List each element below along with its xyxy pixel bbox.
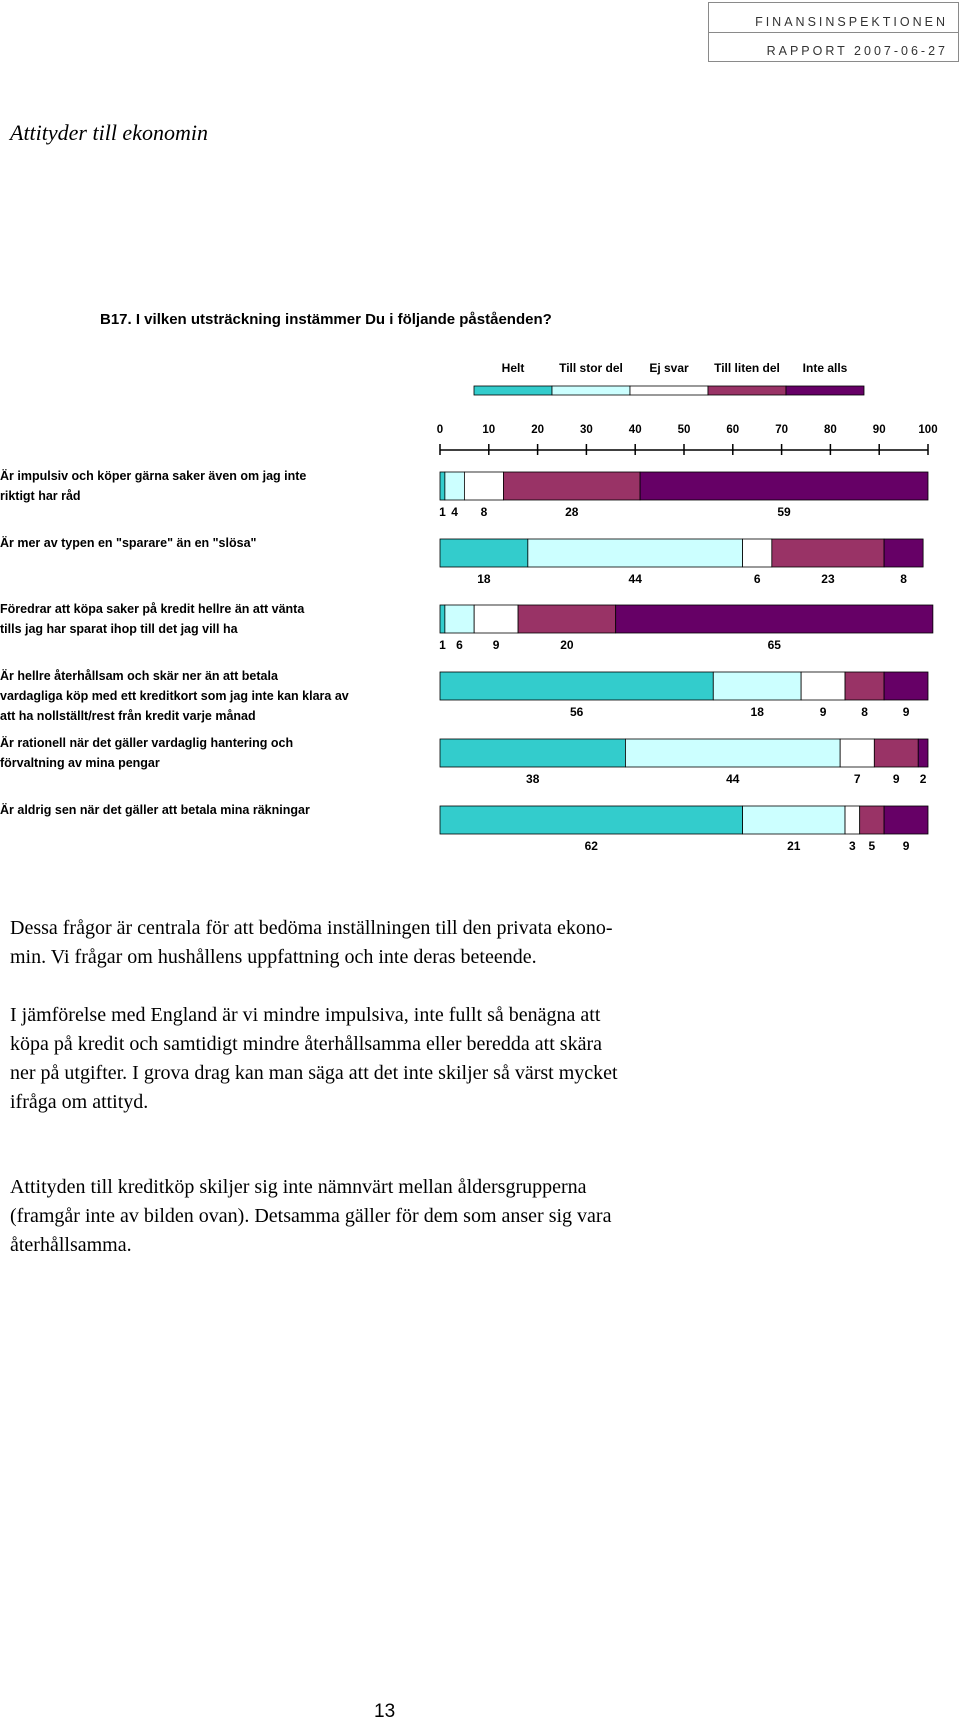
legend-label-1: Till stor del: [559, 361, 623, 375]
header-org: FINANSINSPEKTIONEN: [755, 15, 948, 29]
data-label-row-3-seg-2: 9: [819, 705, 827, 719]
paragraph-1-line-2: min. Vi frågar om hushållens uppfattning och inte deras beteende.: [10, 946, 537, 968]
legend-label-0: Helt: [501, 361, 525, 375]
legend-swatch-0: [474, 386, 552, 395]
header-report-date: RAPPORT 2007-06-27: [766, 44, 948, 58]
bar-row-3-seg-1: [713, 672, 801, 700]
report-header-box: [708, 2, 959, 62]
data-label-row-4-seg-0: 38: [526, 772, 540, 786]
paragraph-1-line-1: Dessa frågor är centrala för att bedöma inställningen till den privata ekono-: [10, 917, 613, 939]
data-label-row-2-seg-2: 9: [492, 638, 500, 652]
row-label-3-line-2: att ha nollställt/rest från kredit varje månad: [0, 709, 256, 723]
data-label-row-3-seg-4: 9: [902, 705, 910, 719]
bar-row-0-seg-3: [503, 472, 640, 500]
data-label-row-2-seg-1: 6: [456, 638, 463, 652]
legend-swatch-4: [786, 386, 864, 395]
data-label-row-2-seg-4: 65: [767, 638, 781, 652]
paragraph-2-line-4: ifråga om attityd.: [10, 1091, 149, 1113]
row-label-3-line-1: vardagliga köp med ett kreditkort som jag inte kan klara av: [0, 689, 349, 703]
data-label-row-4-seg-3: 9: [892, 772, 900, 786]
data-label-row-5-seg-0: 62: [584, 839, 598, 853]
data-label-row-4-seg-4: 2: [919, 772, 927, 786]
data-label-row-3-seg-3: 8: [861, 705, 868, 719]
x-tick-label-5: 50: [677, 424, 691, 436]
legend-swatch-1: [552, 386, 630, 395]
bar-row-1-seg-3: [772, 539, 884, 567]
bar-row-4-seg-2: [840, 739, 874, 767]
data-label-row-2-seg-3: 20: [560, 638, 574, 652]
data-label-row-2-seg-0: 1: [439, 638, 446, 652]
stacked-bar-chart: [0, 300, 960, 860]
bar-row-2-seg-2: [474, 605, 518, 633]
bar-row-1-seg-4: [884, 539, 923, 567]
x-tick-label-8: 80: [824, 424, 837, 436]
bar-row-1-seg-1: [528, 539, 743, 567]
row-label-3-line-0: Är hellre återhållsam och skär ner än att betala: [0, 669, 278, 683]
data-label-row-5-seg-1: 21: [787, 839, 801, 853]
paragraph-3-line-2: (framgår inte av bilden ovan). Detsamma gäller för dem som anser sig vara: [10, 1205, 612, 1227]
legend-swatch-2: [630, 386, 708, 395]
row-label-4-line-0: Är rationell när det gäller vardaglig hantering och: [0, 736, 294, 750]
data-label-row-4-seg-1: 44: [726, 772, 740, 786]
bar-row-2-seg-4: [616, 605, 933, 633]
bar-row-2-seg-3: [518, 605, 616, 633]
paragraph-3-line-3: återhållsamma.: [10, 1234, 132, 1256]
bar-row-3-seg-2: [801, 672, 845, 700]
x-tick-label-9: 90: [872, 424, 886, 436]
bar-row-1-seg-2: [743, 539, 772, 567]
row-label-1-line-0: Är mer av typen en "sparare" än en "slösa": [0, 536, 257, 550]
data-label-row-1-seg-3: 23: [821, 572, 835, 586]
paragraph-3: [10, 1173, 770, 1260]
data-label-row-0-seg-2: 8: [480, 505, 488, 519]
bar-row-5-seg-2: [845, 806, 860, 834]
row-label-2-line-0: Föredrar att köpa saker på kredit hellre än att vänta: [0, 602, 305, 616]
legend-swatch-3: [708, 386, 786, 395]
paragraph-2: [10, 1001, 770, 1117]
data-label-row-1-seg-1: 44: [628, 572, 642, 586]
x-tick-label-4: 40: [628, 424, 642, 436]
data-label-row-0-seg-1: 4: [451, 505, 458, 519]
data-label-row-5-seg-3: 5: [868, 839, 876, 853]
header-divider: [709, 32, 958, 33]
bar-row-4-seg-0: [440, 739, 625, 767]
x-tick-label-0: 0: [436, 424, 444, 436]
x-tick-label-1: 10: [482, 424, 496, 436]
row-label-0-line-1: riktigt har råd: [0, 489, 81, 503]
paragraph-2-line-1: I jämförelse med England är vi mindre impulsiva, inte fullt så benägna att: [10, 1004, 601, 1026]
bar-row-5-seg-4: [884, 806, 928, 834]
page-number: 13: [374, 1701, 396, 1722]
bar-row-3-seg-3: [845, 672, 884, 700]
row-label-4-line-1: förvaltning av mina pengar: [0, 756, 160, 770]
data-label-row-4-seg-2: 7: [853, 772, 861, 786]
bar-row-1-seg-0: [440, 539, 528, 567]
paragraph-1: [10, 914, 770, 972]
data-label-row-1-seg-4: 8: [900, 572, 907, 586]
bar-row-0-seg-2: [464, 472, 503, 500]
x-tick-label-2: 20: [531, 424, 544, 436]
data-label-row-1-seg-2: 6: [753, 572, 761, 586]
paragraph-3-line-1: Attityden till kreditköp skiljer sig inte nämnvärt mellan åldersgrupperna: [10, 1176, 587, 1198]
bar-row-2-seg-1: [445, 605, 474, 633]
paragraph-2-line-2: köpa på kredit och samtidigt mindre återhållsamma eller beredda att skära: [10, 1033, 602, 1055]
bar-row-0-seg-0: [440, 472, 445, 500]
bar-row-0-seg-1: [445, 472, 465, 500]
paragraph-2-line-3: ner på utgifter. I grova drag kan man säga att det inte skiljer så värst mycket: [10, 1062, 618, 1084]
bar-row-3-seg-4: [884, 672, 928, 700]
bar-row-5-seg-3: [860, 806, 884, 834]
data-label-row-3-seg-0: 56: [569, 705, 584, 719]
legend-label-2: Ej svar: [649, 361, 689, 375]
legend-label-3: Till liten del: [714, 361, 780, 375]
data-label-row-1-seg-0: 18: [477, 572, 491, 586]
chart-svg: [0, 300, 960, 860]
x-tick-label-7: 70: [775, 424, 788, 436]
bar-row-4-seg-1: [625, 739, 840, 767]
data-label-row-5-seg-2: 3: [849, 839, 856, 853]
bar-row-3-seg-0: [440, 672, 713, 700]
data-label-row-0-seg-4: 59: [777, 505, 791, 519]
row-label-0-line-0: Är impulsiv och köper gärna saker även om jag inte: [0, 469, 307, 483]
x-tick-label-10: 100: [918, 424, 938, 436]
data-label-row-5-seg-4: 9: [902, 839, 910, 853]
chart-title: B17. I vilken utsträckning instämmer Du i följande påståenden?: [100, 311, 552, 328]
x-tick-label-3: 30: [580, 424, 593, 436]
bar-row-0-seg-4: [640, 472, 928, 500]
bar-row-4-seg-4: [918, 739, 928, 767]
data-label-row-0-seg-0: 1: [439, 505, 446, 519]
x-tick-label-6: 60: [726, 424, 740, 436]
legend-label-4: Inte alls: [802, 361, 848, 375]
bar-row-2-seg-0: [440, 605, 445, 633]
bar-row-4-seg-3: [874, 739, 918, 767]
section-title: Attityder till ekonomin: [10, 120, 208, 145]
bar-row-5-seg-1: [743, 806, 845, 834]
data-label-row-3-seg-1: 18: [750, 705, 764, 719]
data-label-row-0-seg-3: 28: [565, 505, 579, 519]
bar-row-5-seg-0: [440, 806, 743, 834]
row-label-5-line-0: Är aldrig sen när det gäller att betala mina räkningar: [0, 803, 310, 817]
row-label-2-line-1: tills jag har sparat ihop till det jag vill ha: [0, 622, 238, 636]
